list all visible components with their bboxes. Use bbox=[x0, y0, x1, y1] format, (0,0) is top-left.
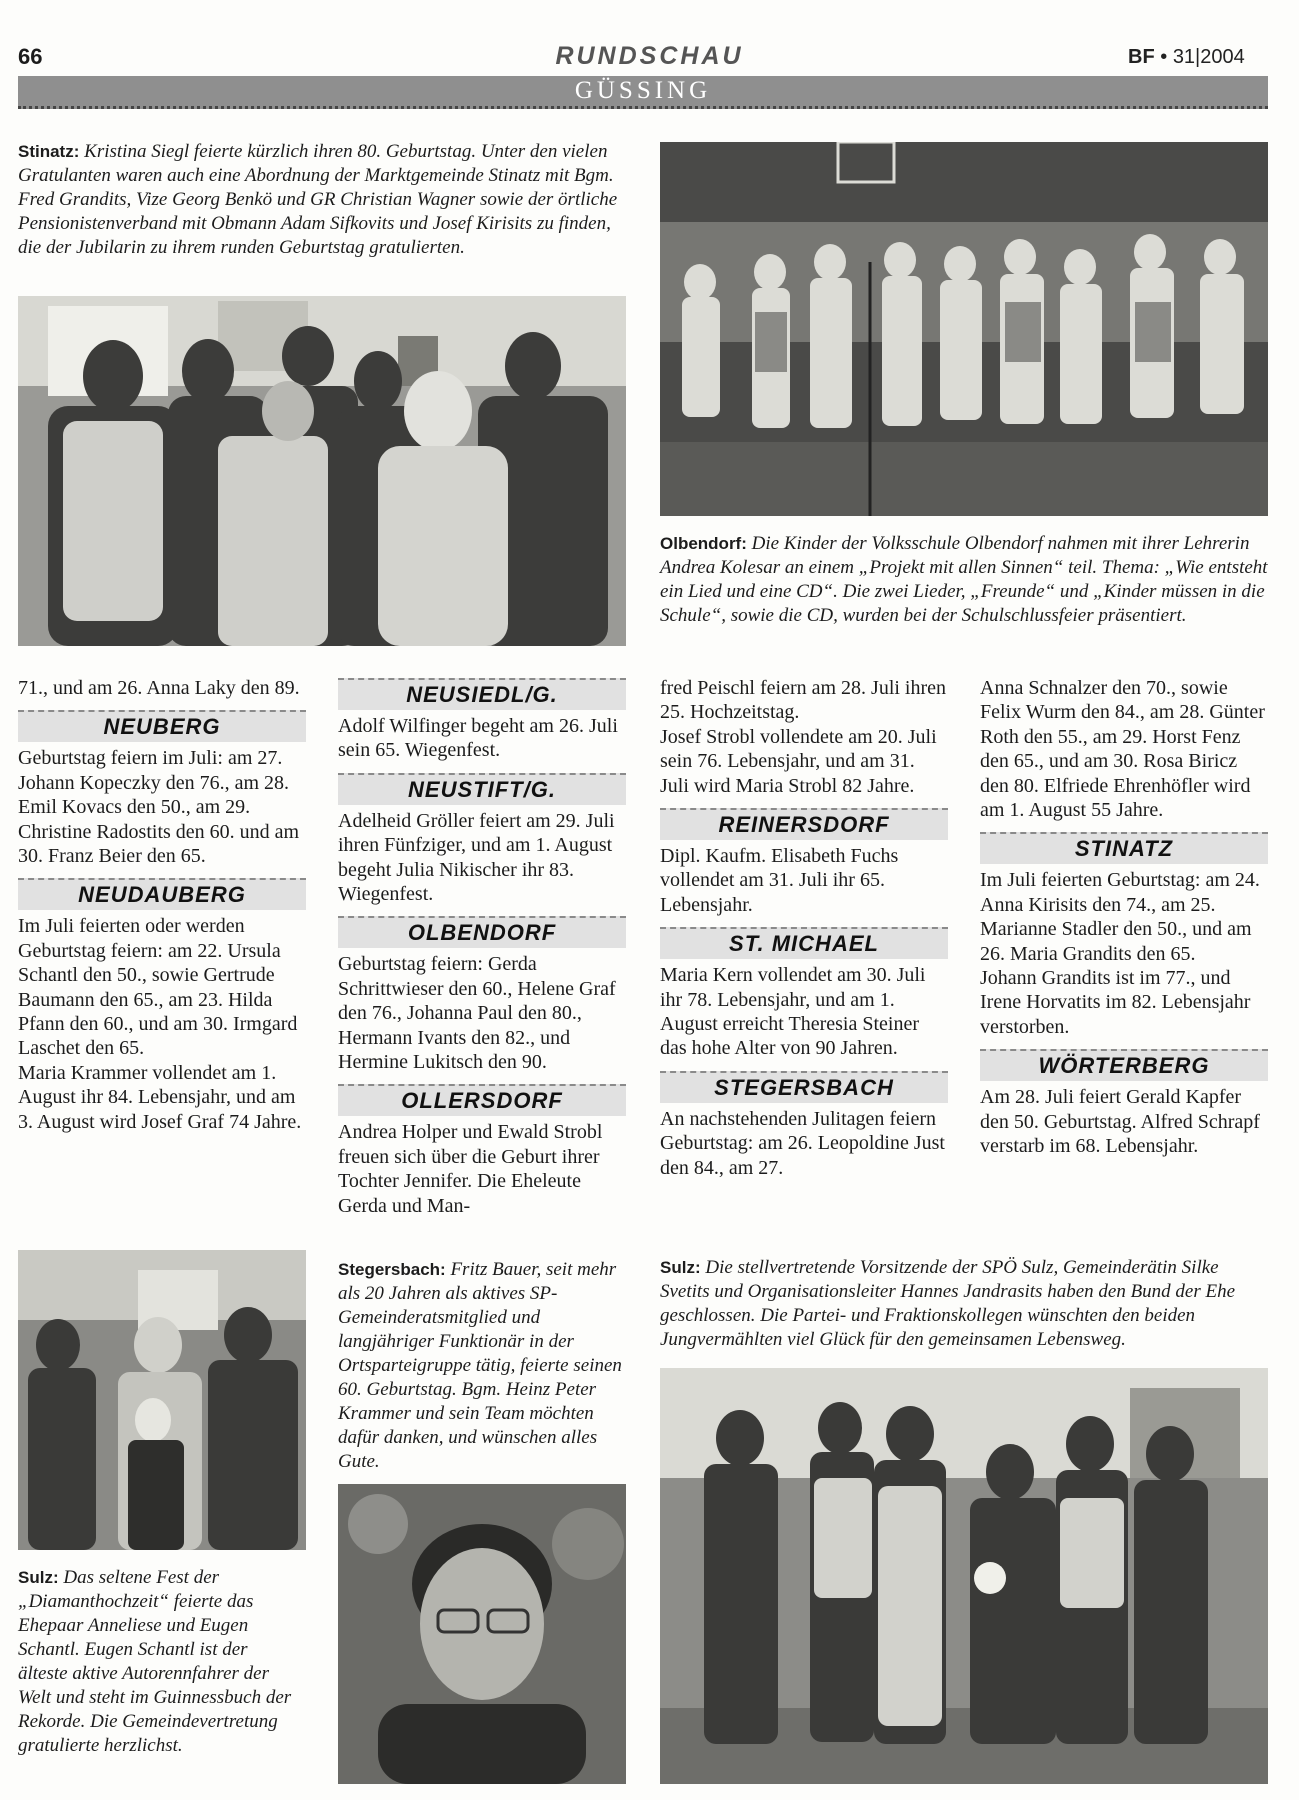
column-4 bbox=[980, 676, 1268, 1159]
section-heading-ollersdorf: OLLERSDORF bbox=[338, 1084, 626, 1116]
photo-sulz-wedding-group bbox=[660, 1368, 1268, 1784]
column-text: 71., und am 26. Anna Laky den 89. bbox=[18, 677, 300, 699]
column-text: Andrea Holper und Ewald Strobl freuen sich über die Geburt ihrer Tochter Jennifer. Die Eheleute Gerda und Man- bbox=[338, 1121, 603, 1217]
separator-dot: • bbox=[1160, 46, 1168, 68]
issue-number: 31|2004 bbox=[1172, 46, 1245, 68]
column-text: Adolf Wilfinger begeht am 26. Juli sein 65. Wiegenfest. bbox=[338, 715, 618, 762]
section-heading-neustift: NEUSTIFT/G. bbox=[338, 773, 626, 805]
column-text: Johann Grandits ist im 77., und Irene Horvatits im 82. Lebensjahr verstorben. bbox=[980, 967, 1251, 1038]
column-text: Anna Schnalzer den 70., sowie Felix Wurm den 84., am 28. Günter Roth den 55., am 29. Horst Fenz den 65., und am 30. Rosa Biricz den 80. Elfriede Ehrenhöfler wird am 1. August 55 Jahre. bbox=[980, 677, 1265, 822]
column-text: Geburtstag feiern im Juli: am 27. Johann Kopeczky den 76., am 28. Emil Kovacs den 50., am 29. Christine Radostits den 60. und am 30. Franz Beier den 65. bbox=[18, 747, 300, 868]
column-text: Im Juli feierten oder werden Geburtstag feiern: am 22. Ursula Schantl den 50., sowie Gertrude Baumann den 65., am 23. Hilda Pfann den 60., und am 30. Irmgard Laschet den 65. bbox=[18, 915, 298, 1060]
caption-place: Stegersbach: bbox=[338, 1260, 446, 1279]
caption-text: Das seltene Fest der „Diamanthochzeit“ feierte das Ehepaar Anneliese und Eugen Schantl. Eugen Schantl ist der älteste aktive Autorennfahrer der Welt und steht im Guinnessbuch der Rekorde. Die Gemeindevertretung gratulierte herzlichst. bbox=[18, 1567, 292, 1756]
column-text: Dipl. Kaufm. Elisabeth Fuchs vollendet am 31. Juli ihr 65. Lebensjahr. bbox=[660, 845, 899, 916]
column-1 bbox=[18, 676, 306, 1134]
photo-sulz-diamond-wedding bbox=[18, 1250, 306, 1550]
caption-text: Die Kinder der Volksschule Olbendorf nahmen mit ihrer Lehrerin Andrea Kolesar an einem „Projekt mit allen Sinnen“ teil. Thema: „Wie entsteht ein Lied und eine CD“. Die zwei Lieder, „Freunde“ und „Kinder müssen in die Schule“, sowie die CD, wurden bei der Schulschlussfeier präsentiert. bbox=[660, 533, 1268, 626]
column-text: Im Juli feierten Geburtstag: am 24. Anna Kirisits den 74., am 25. Marianne Stadler den 50., und am 26. Maria Grandits den 65. bbox=[980, 869, 1260, 965]
column-text: An nachstehenden Julitagen feiern Geburtstag: am 26. Leopoldine Just den 84., am 27. bbox=[660, 1107, 945, 1179]
column-text: fred Peischl feiern am 28. Juli ihren 25. Hochzeitstag. bbox=[660, 677, 947, 724]
caption-place: Sulz: bbox=[18, 1568, 59, 1587]
section-heading-stinatz: STINATZ bbox=[980, 832, 1268, 864]
column-text: Geburtstag feiern: Gerda Schrittwieser den 60., Helene Graf den 76., Johanna Paul den 80., Hermann Ivants den 82., und Hermine Lukitsch den 90. bbox=[338, 953, 616, 1074]
section-heading-neusiedl: NEUSIEDL/G. bbox=[338, 678, 626, 710]
section-heading-olbendorf: OLBENDORF bbox=[338, 916, 626, 948]
photo-olbendorf-children bbox=[660, 142, 1268, 516]
caption-stinatz bbox=[18, 140, 626, 260]
column-3 bbox=[660, 676, 948, 1180]
section-heading-reinersdorf: REINERSDORF bbox=[660, 808, 948, 840]
section-heading-neudauberg: NEUDAUBERG bbox=[18, 878, 306, 910]
column-text: Maria Krammer vollendet am 1. August ihr 84. Lebensjahr, und am 3. August wird Josef Graf 74 Jahre. bbox=[18, 1061, 302, 1133]
caption-text: Kristina Siegl feierte kürzlich ihren 80. Geburtstag. Unter den vielen Gratulanten waren auch eine Abordnung der Marktgemeinde Stinatz mit Bgm. Fred Grandits, Vize Georg Benkö und GR Christian Wagner sowie der örtliche Pensionistenverband mit Obmann Adam Sifkovits und Josef Kirisits zu finden, die der Jubilarin zu ihrem runden Geburtstag gratulierten. bbox=[18, 141, 618, 258]
column-2 bbox=[338, 670, 626, 1218]
section-heading-stegersbach: STEGERSBACH bbox=[660, 1071, 948, 1103]
caption-place: Stinatz: bbox=[18, 142, 80, 161]
region-title: GÜSSING bbox=[574, 77, 712, 104]
section-heading-woerterberg: WÖRTERBERG bbox=[980, 1049, 1268, 1081]
caption-stegersbach bbox=[338, 1258, 624, 1474]
caption-text: Fritz Bauer, seit mehr als 20 Jahren als aktives SP-Gemeinderatsmitglied und langjähriger Funktionär in der Ortsparteigruppe tätig, feierte seinen 60. Geburtstag. Bgm. Heinz Peter Krammer und sein Team möchten dafür danken, und wünschen alles Gute. bbox=[338, 1259, 622, 1472]
issue-info bbox=[1128, 46, 1245, 69]
page-number: 66 bbox=[18, 44, 43, 69]
section-heading-neuberg: NEUBERG bbox=[18, 710, 306, 742]
caption-place: Sulz: bbox=[660, 1258, 701, 1277]
caption-text: Die stellvertretende Vorsitzende der SPÖ Sulz, Gemeinderätin Silke Svetits und Organisationsleiter Hannes Jandrasits haben den Bund der Ehe geschlossen. Die Partei- und Fraktionskollegen wünschten den beiden Jungvermählten viel Glück für den gemeinsamen Lebensweg. bbox=[660, 1257, 1236, 1350]
column-text: Adelheid Gröller feiert am 29. Juli ihren Fünfziger, und am 1. August begeht Julia Nikischer ihr 83. Wiegenfest. bbox=[338, 809, 615, 906]
column-text: Am 28. Juli feiert Gerald Kapfer den 50. Geburtstag. Alfred Schrapf verstarb im 68. Lebensjahr. bbox=[980, 1086, 1260, 1158]
photo-stinatz-group bbox=[18, 296, 626, 646]
column-text: Maria Kern vollendet am 30. Juli ihr 78. Lebensjahr, und am 1. August erreicht Theresia Steiner das hohe Alter von 90 Jahren. bbox=[660, 964, 926, 1060]
photo-stegersbach-portrait bbox=[338, 1484, 626, 1784]
caption-sulz-wedding bbox=[660, 1256, 1268, 1352]
publication-code: BF bbox=[1128, 46, 1155, 68]
masthead: RUNDSCHAU bbox=[555, 42, 744, 70]
caption-olbendorf bbox=[660, 532, 1268, 628]
column-text: Josef Strobl vollendete am 20. Juli sein 76. Lebensjahr, und am 31. Juli wird Maria Strobl 82 Jahre. bbox=[660, 725, 937, 797]
caption-place: Olbendorf: bbox=[660, 534, 747, 553]
caption-sulz-diamond bbox=[18, 1566, 298, 1758]
section-heading-st-michael: ST. MICHAEL bbox=[660, 927, 948, 959]
region-band bbox=[18, 76, 1268, 109]
